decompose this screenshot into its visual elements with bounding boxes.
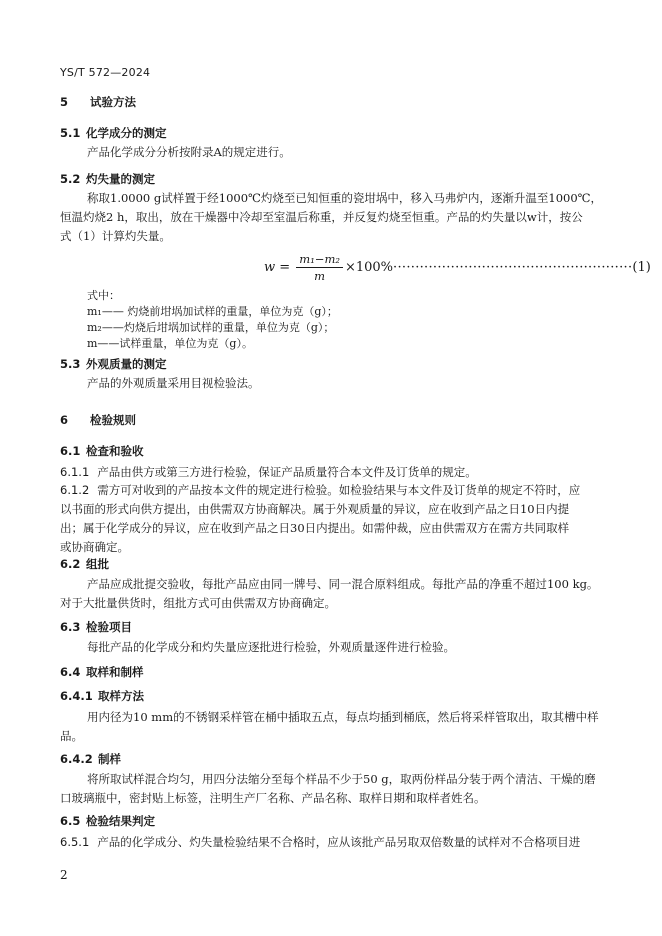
clause-title: 检验项目 bbox=[86, 620, 132, 634]
clause-6-3-text: 每批产品的化学成分和灼失量应逐批进行检验，外观质量逐件进行检验。 bbox=[87, 640, 455, 654]
clause-6-3-heading bbox=[60, 619, 132, 635]
paragraph-line: 品。 bbox=[60, 729, 83, 743]
paragraph-line: 口玻璃瓶中，密封贴上标签，注明生产厂名称、产品名称、取样日期和取样者姓名。 bbox=[60, 791, 486, 805]
clause-number: 6.2 bbox=[60, 557, 81, 571]
variable-definition: m₂——灼烧后坩埚加试样的重量，单位为克（g）； bbox=[87, 321, 335, 334]
clause-number: 6.4.2 bbox=[60, 752, 93, 766]
clause-title: 取样方法 bbox=[98, 689, 144, 703]
clause-number: 6.4 bbox=[60, 665, 81, 679]
paragraph-line: 需方可对收到的产品按本文件的规定进行检验。如检验结果与本文件及订货单的规定不符时，应 bbox=[97, 483, 581, 497]
clause-number: 6.5 bbox=[60, 814, 81, 828]
paragraph-line: 产品应成批提交验收，每批产品应由同一牌号、同一混合原料组成。每批产品的净重不超过100 kg。 bbox=[87, 577, 599, 591]
formula-leader-dots: ······················································ bbox=[393, 260, 633, 275]
clause-5-3-text: 产品的外观质量采用目视检验法。 bbox=[87, 376, 260, 390]
section-title: 检验规则 bbox=[90, 413, 136, 427]
clause-number: 6.5.1 bbox=[60, 835, 90, 849]
paragraph-line: 用内径为10 mm的不锈钢采样管在桶中插取五点，每点均插到桶底，然后将采样管取出，取其槽中样 bbox=[87, 710, 599, 724]
clause-5-2-heading bbox=[60, 171, 155, 187]
clause-6-2-heading bbox=[60, 556, 109, 572]
section-5-heading bbox=[60, 94, 136, 110]
paragraph-line: 对于大批量供货时，组批方式可由供需双方协商确定。 bbox=[60, 596, 336, 610]
clause-6-4-1-paragraph bbox=[60, 708, 600, 746]
clause-6-2-paragraph bbox=[60, 575, 600, 613]
paragraph-line: 式（1）计算灼失量。 bbox=[60, 229, 171, 243]
clause-text: 产品由供方或第三方进行检验，保证产品质量符合本文件及订货单的规定。 bbox=[97, 465, 477, 479]
clause-number: 6.1 bbox=[60, 444, 81, 458]
where-label: 式中： bbox=[87, 289, 120, 302]
variable-definition: m₁—— 灼烧前坩埚加试样的重量，单位为克（g）； bbox=[87, 305, 338, 318]
formula-rhs: ×100% bbox=[344, 260, 394, 275]
clause-number: 6.1.2 bbox=[60, 483, 90, 497]
clause-6-1-2 bbox=[60, 481, 600, 557]
clause-title: 取样和制样 bbox=[86, 665, 144, 679]
clause-6-4-1-heading bbox=[60, 688, 144, 704]
clause-number: 5.2 bbox=[60, 172, 81, 186]
clause-number: 6.4.1 bbox=[60, 689, 93, 703]
clause-5-1-heading bbox=[60, 125, 167, 141]
clause-5-3-heading bbox=[60, 356, 167, 372]
clause-6-4-2-paragraph bbox=[60, 770, 600, 808]
paragraph-line: 称取1.0000 g试样置于经1000℃灼烧至已知恒重的瓷坩埚中，移入马弗炉内，逐渐升温至1000℃， bbox=[87, 191, 603, 205]
clause-6-1-1 bbox=[60, 462, 477, 482]
paragraph-line: 以书面的形式向供方提出，由供需双方协商解决。属于外观质量的异议，应在收到产品之日10日内提 bbox=[60, 502, 570, 516]
formula-equation-number: (1) bbox=[632, 260, 651, 275]
formula-lhs: w = bbox=[264, 260, 291, 275]
clause-number: 5.1 bbox=[60, 126, 81, 140]
clause-6-4-2-heading bbox=[60, 751, 121, 767]
paragraph-line: 将所取试样混合均匀，用四分法缩分至每个样品不少于50 g，取两份样品分装于两个清洁、干燥的磨 bbox=[87, 772, 596, 786]
clause-6-1-heading bbox=[60, 443, 144, 459]
section-6-heading bbox=[60, 412, 136, 428]
paragraph-line: 恒温灼烧2 h，取出，放在干燥器中冷却至室温后称重，并反复灼烧至恒重。产品的灼失量以w计，按公 bbox=[60, 210, 583, 224]
clause-6-4-heading bbox=[60, 664, 144, 680]
section-number: 5 bbox=[60, 95, 69, 109]
clause-number: 6.3 bbox=[60, 620, 81, 634]
clause-title: 灼失量的测定 bbox=[86, 172, 155, 186]
paragraph-line: 或协商确定。 bbox=[60, 540, 129, 554]
clause-title: 制样 bbox=[98, 752, 121, 766]
clause-number: 5.3 bbox=[60, 357, 81, 371]
clause-text: 产品的化学成分、灼失量检验结果不合格时，应从该批产品另取双倍数量的试样对不合格项目进 bbox=[97, 835, 581, 849]
formula-denominator: m bbox=[314, 269, 326, 283]
clause-title: 检验结果判定 bbox=[86, 814, 155, 828]
clause-title: 化学成分的测定 bbox=[86, 126, 167, 140]
clause-title: 检查和验收 bbox=[86, 444, 144, 458]
clause-title: 外观质量的测定 bbox=[86, 357, 167, 371]
standard-number: YS/T 572—2024 bbox=[60, 66, 151, 79]
clause-6-5-heading bbox=[60, 813, 155, 829]
section-title: 试验方法 bbox=[90, 95, 136, 109]
paragraph-line: 出；属于化学成分的异议，应在收到产品之日30日内提出。如需仲裁，应由供需双方在需方共同取样 bbox=[60, 521, 570, 535]
formula-fraction bbox=[296, 252, 343, 283]
clause-number: 6.1.1 bbox=[60, 465, 90, 479]
variable-definition: m——试样重量，单位为克（g）。 bbox=[87, 337, 253, 350]
formula-numerator: m₁−m₂ bbox=[296, 252, 343, 268]
clause-6-5-1 bbox=[60, 832, 580, 852]
clause-title: 组批 bbox=[86, 557, 109, 571]
page-number: 2 bbox=[60, 868, 68, 882]
clause-5-2-paragraph bbox=[60, 189, 603, 246]
clause-5-1-text: 产品化学成分分析按附录A的规定进行。 bbox=[87, 145, 291, 159]
section-number: 6 bbox=[60, 413, 69, 427]
formula-1 bbox=[264, 252, 651, 283]
